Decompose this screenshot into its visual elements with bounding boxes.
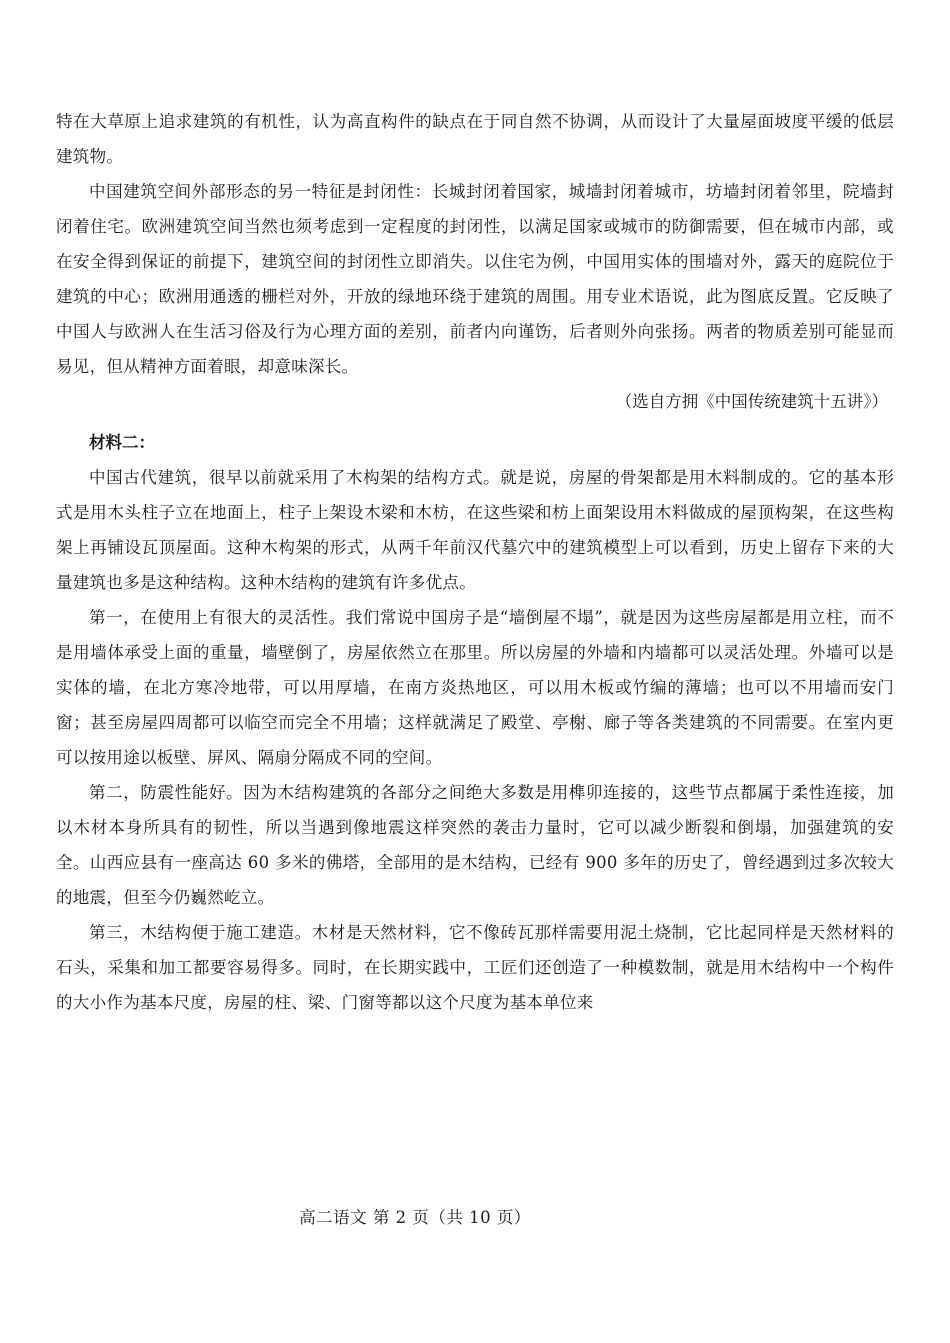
paragraph-flexibility: 第一，在使用上有很大的灵活性。我们常说中国房子是“墙倒屋不塌”，就是因为这些房屋都是用立柱，而不是用墙体承受上面的重量，墙壁倒了，房屋依然立在那里。所以房屋的外墙和内墙都可以灵活处理。外墙可以是实体的墙，在北方寒冷地带，可以用厚墙，在南方炎热地区，可以用木板或竹编的薄墙；也可以不用墙而安门窗；甚至房屋四周都可以临空而完全不用墙；这样就满足了殿堂、亭榭、廊子等各类建筑的不同需要。在室内更可以按用途以板壁、屏风、隔扇分隔成不同的空间。	[56, 608, 894, 767]
source-citation: （选自方拥《中国传统建筑十五讲》）	[615, 392, 888, 411]
page-number-label: 高二语文 第 2 页（共 10 页）	[299, 1208, 531, 1227]
material-two-heading: 材料二：	[89, 433, 155, 452]
paragraph-continuation: 特在大草原上追求建筑的有机性，认为高直构件的缺点在于同自然不协调，从而设计了大量屋面坡度平缓的低层建筑物。	[56, 112, 894, 166]
paragraph-wood-frame: 中国古代建筑，很早以前就采用了木构架的结构方式。就是说，房屋的骨架都是用木料制成的。它的基本形式是用木头柱子立在地面上，柱子上架设木梁和木枋，在这些梁和枋上面架设用木料做成的屋顶构架，在这些构架上再铺设瓦顶屋面。这种木构架的形式，从两千年前汉代墓穴中的建筑模型上可以看到，历史上留存下来的大量建筑也多是这种结构。这种木结构的建筑有许多优点。	[56, 468, 894, 592]
paragraph-earthquake: 第二，防震性能好。因为木结构建筑的各部分之间绝大多数是用榫卯连接的，这些节点都属于柔性连接，加以木材本身所具有的韧性，所以当遇到像地震这样突然的袭击力量时，它可以减少断裂和倒塌，加强建筑的安全。山西应县有一座高达 60 多米的佛塔，全部用的是木结构，已经有 900 多年的历史了，曾经遇到过多次较大的地震，但至今仍巍然屹立。	[56, 783, 894, 907]
page-footer	[0, 1204, 950, 1228]
paragraph-construction: 第三，木结构便于施工建造。木材是天然材料，它不像砖瓦那样需要用泥土烧制，它比起同样是天然材料的石头，采集和加工都要容易得多。同时，在长期实践中，工匠们还创造了一种模数制，就是用木结构中一个构件的大小作为基本尺度，房屋的柱、梁、门窗等都以这个尺度为基本单位来	[56, 923, 894, 1012]
paragraph-enclosure: 中国建筑空间外部形态的另一特征是封闭性：长城封闭着国家，城墙封闭着城市，坊墙封闭着邻里，院墙封闭着住宅。欧洲建筑空间当然也须考虑到一定程度的封闭性，以满足国家或城市的防御需要，但在城市内部，或在安全得到保证的前提下，建筑空间的封闭性立即消失。以住宅为例，中国用实体的围墙对外，露天的庭院位于建筑的中心；欧洲用通透的栅栏对外，开放的绿地环绕于建筑的周围。用专业术语说，此为图底反置。它反映了中国人与欧洲人在生活习俗及行为心理方面的差别，前者内向谨饬，后者则外向张扬。两者的物质差别可能显而易见，但从精神方面着眼，却意味深长。	[56, 182, 894, 376]
